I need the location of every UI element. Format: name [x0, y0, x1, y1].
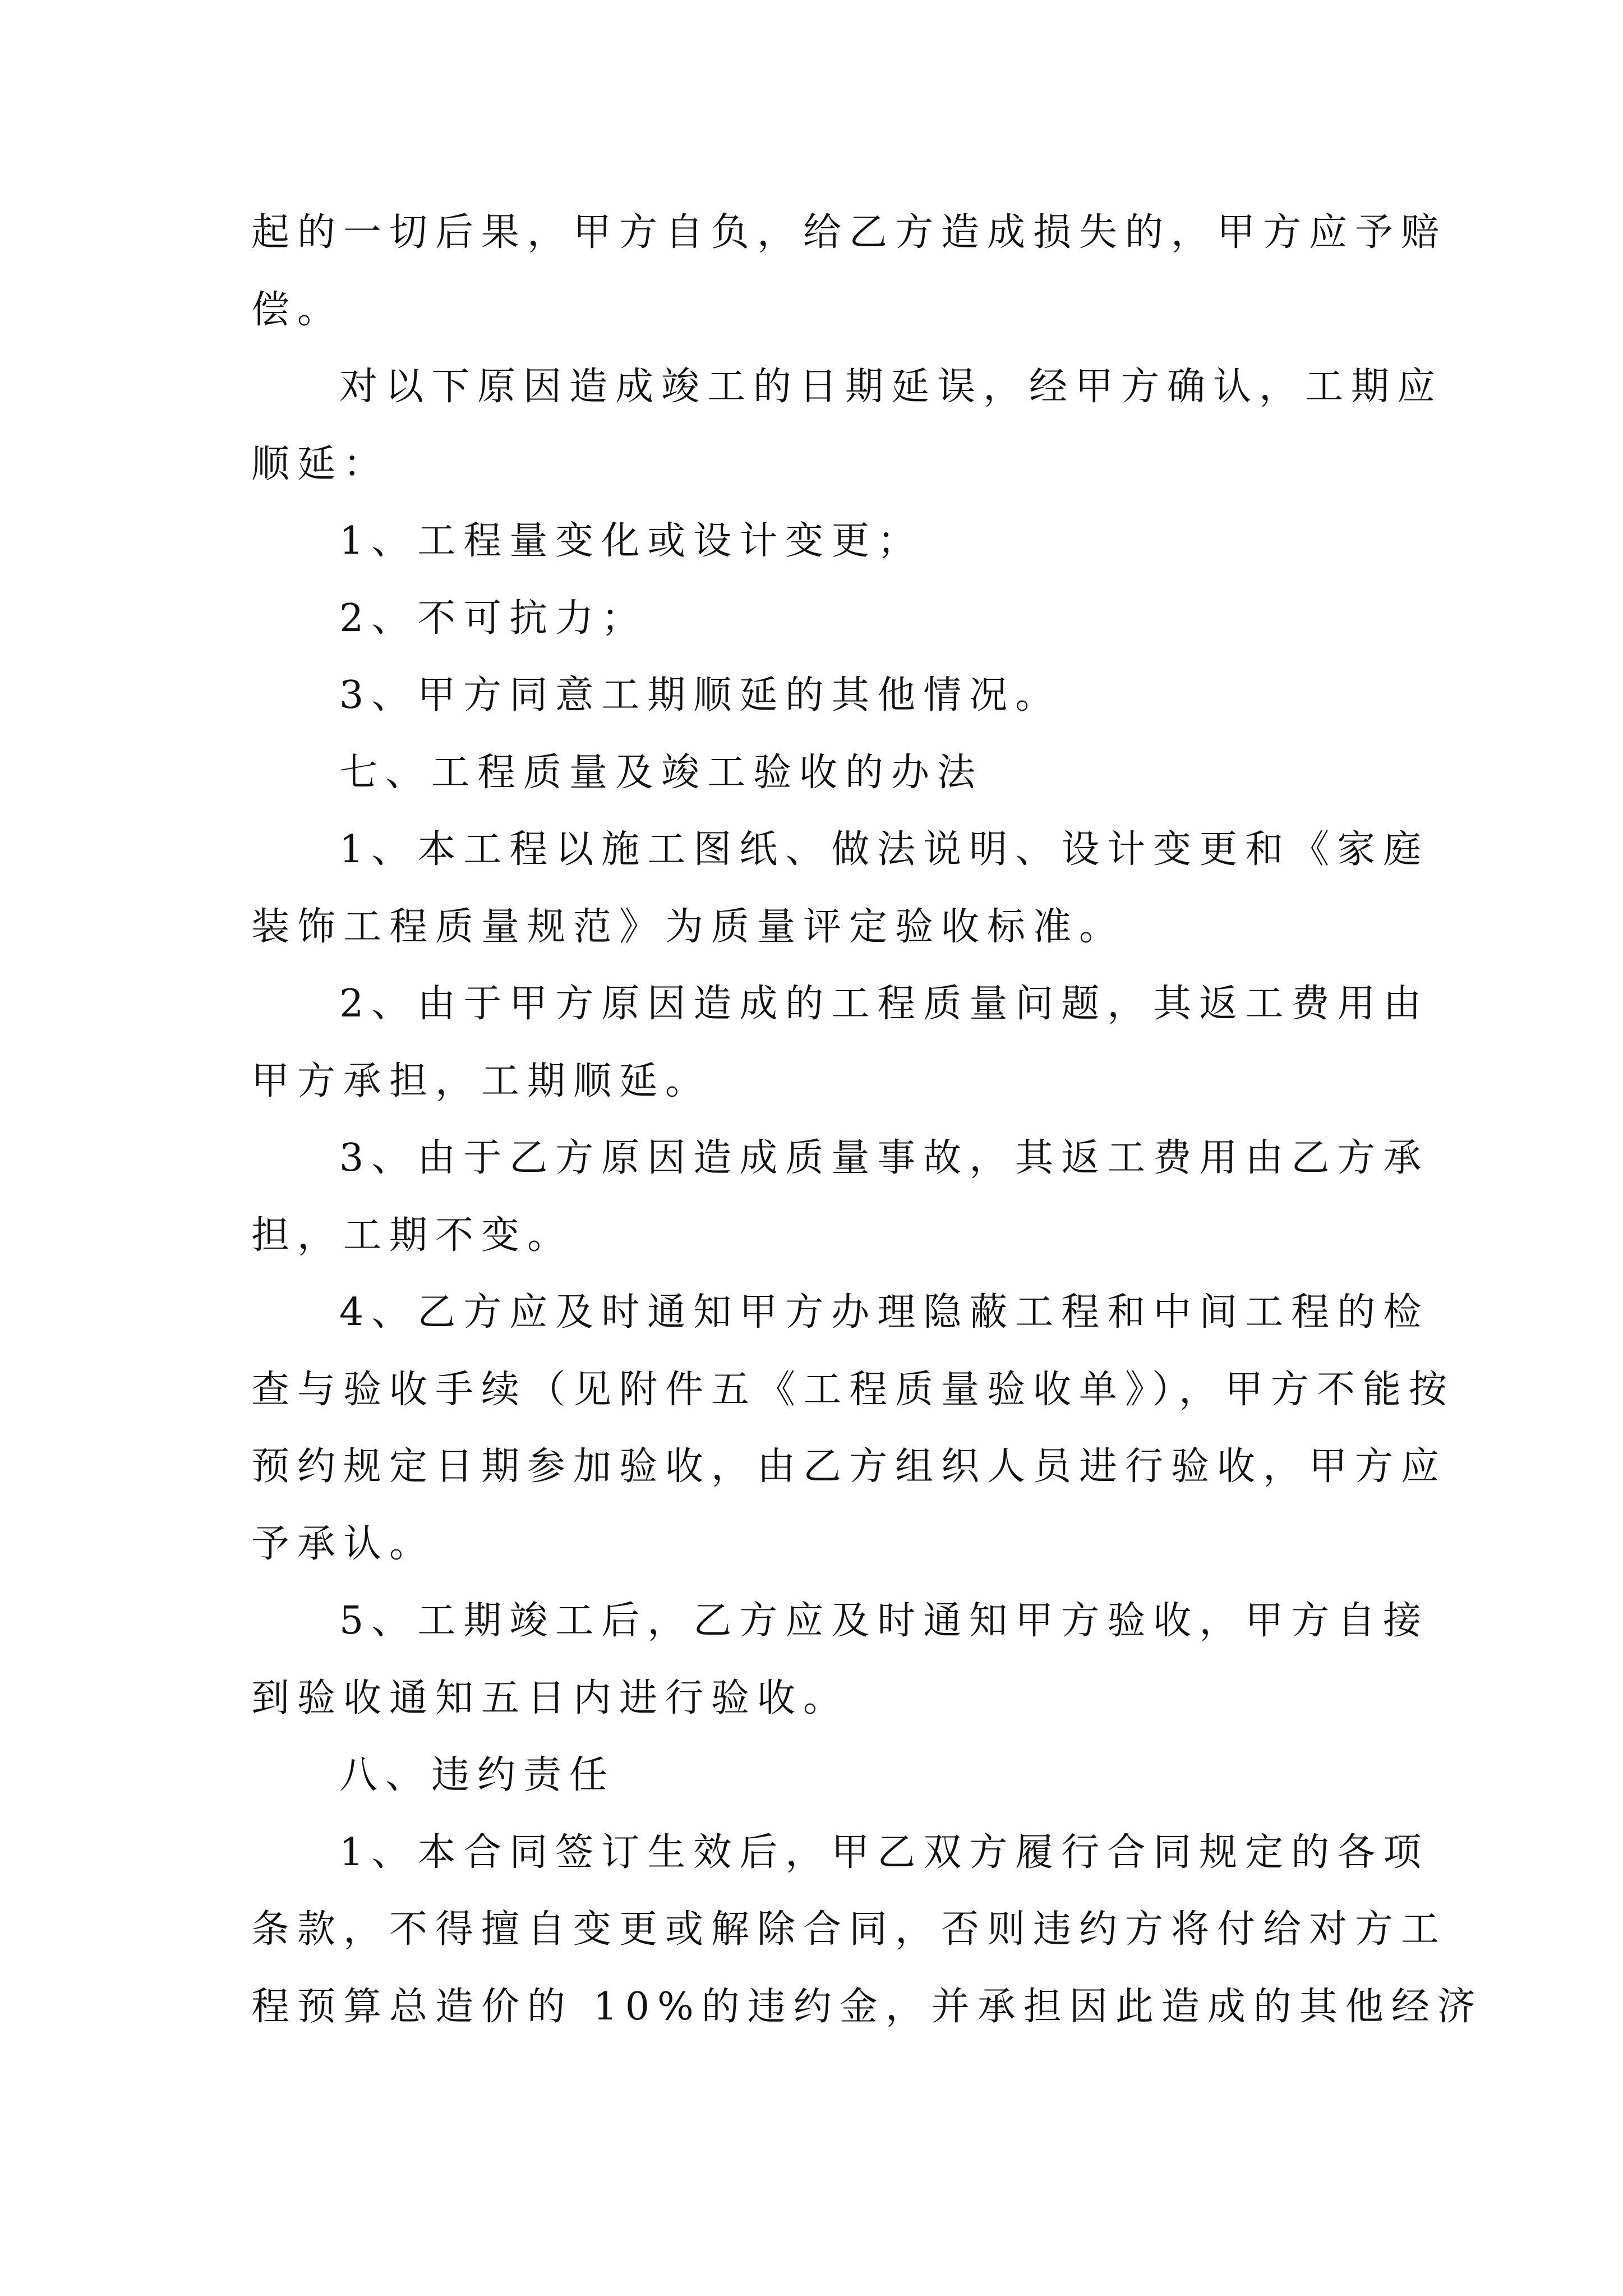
list-item: 5、工期竣工后，乙方应及时通知甲方验收，甲方自接 [339, 1599, 1430, 1643]
text-line: 查与验收手续（见附件五《工程质量验收单》），甲方不能按 [251, 1367, 1455, 1412]
text-line: 担，工期不变。 [251, 1213, 574, 1258]
list-item: 3、甲方同意工期顺延的其他情况。 [339, 673, 1062, 717]
list-item: 1、工程量变化或设计变更； [339, 519, 924, 563]
text-line: 装饰工程质量规范》为质量评定验收标准。 [251, 904, 1126, 949]
list-item: 1、本合同签订生效后，甲乙双方履行合同规定的各项 [339, 1830, 1430, 1875]
text-line: 程预算总造价的 10%的违约金，并承担因此造成的其他经济 [251, 1984, 1483, 2029]
list-item: 3、由于乙方原因造成质量事故，其返工费用由乙方承 [339, 1136, 1430, 1180]
text-line: 予承认。 [251, 1521, 436, 1566]
list-item: 2、不可抗力； [339, 596, 648, 641]
text-line: 到验收通知五日内进行验收。 [251, 1676, 850, 1720]
list-item: 4、乙方应及时通知甲方办理隐蔽工程和中间工程的检 [339, 1290, 1430, 1335]
document-body [251, 194, 1483, 2045]
section-heading: 八、违约责任 [339, 1753, 616, 1797]
text-line: 对以下原因造成竣工的日期延误，经甲方确认，工期应 [339, 365, 1444, 409]
text-line: 起的一切后果，甲方自负，给乙方造成损失的，甲方应予赔 [251, 210, 1447, 255]
list-item: 1、本工程以施工图纸、做法说明、设计变更和《家庭 [339, 827, 1430, 872]
text-line: 甲方承担，工期顺延。 [251, 1059, 712, 1103]
list-item: 2、由于甲方原因造成的工程质量问题，其返工费用由 [339, 982, 1430, 1026]
text-line: 预约规定日期参加验收，由乙方组织人员进行验收，甲方应 [251, 1444, 1447, 1489]
text-line: 偿。 [251, 287, 344, 332]
text-line: 条款，不得擅自变更或解除合同，否则违约方将付给对方工 [251, 1907, 1447, 1952]
text-line: 顺延： [251, 441, 390, 486]
section-heading: 七、工程质量及竣工验收的办法 [339, 750, 984, 795]
